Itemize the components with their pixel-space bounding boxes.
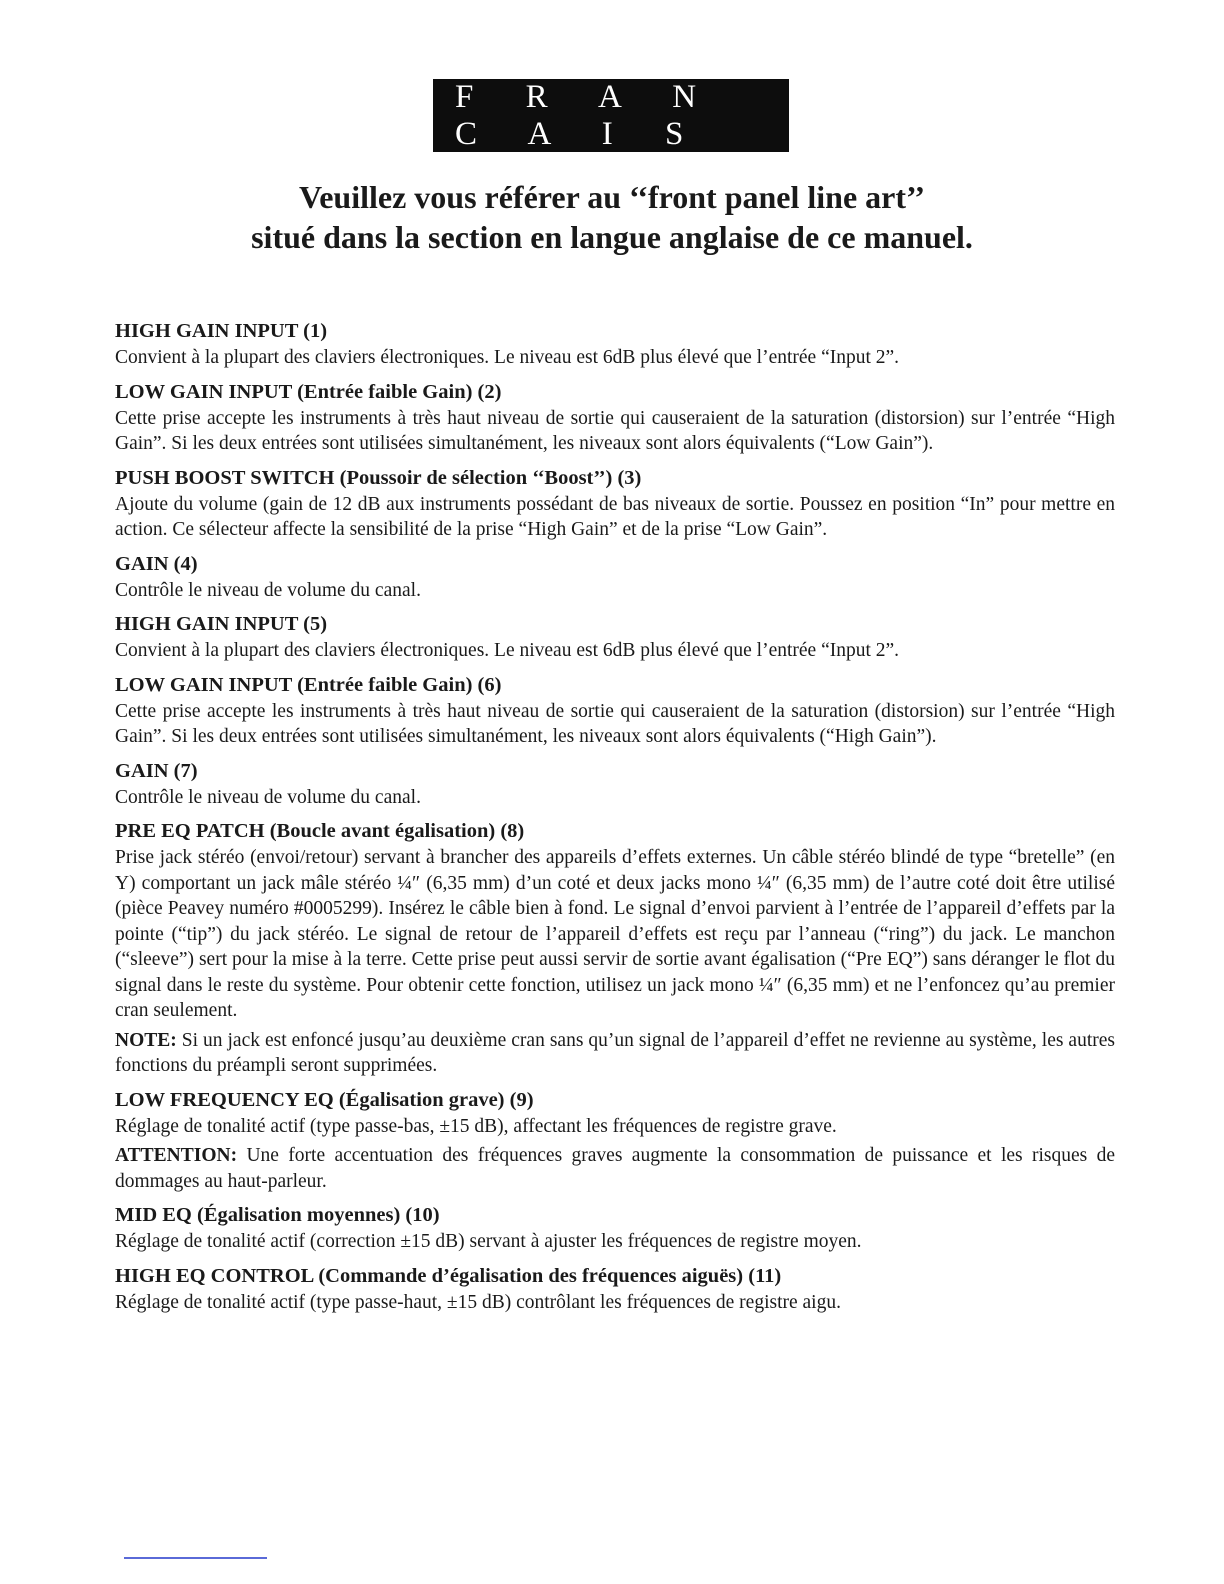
reference-note-line-1: Veuillez vous référer au ‘‘front panel line art’’ (299, 179, 925, 215)
section-gain-4 (115, 551, 1115, 604)
section-heading: PRE EQ PATCH (Boucle avant égalisation) (8) (115, 820, 525, 842)
note-label: ATTENTION: (115, 1145, 238, 1166)
reference-note (150, 177, 1074, 257)
section-note (115, 1143, 1115, 1194)
section-push-boost-switch-3 (115, 465, 1115, 543)
section-high-gain-input-5 (115, 611, 1115, 664)
section-note (115, 1028, 1115, 1079)
section-heading: LOW FREQUENCY EQ (Égalisation grave) (9) (115, 1088, 534, 1111)
section-heading: HIGH GAIN INPUT (1) (115, 320, 328, 342)
section-body: Cette prise accepte les instruments à très haut niveau de sortie qui causeraient de la saturation (distorsion) sur l’entrée “High Gain”. Si les deux entrées sont utilisées simultanément, les niveaux sont alors équivalents (“High Gain”). (115, 700, 1115, 747)
section-heading: LOW GAIN INPUT (Entrée faible Gain) (2) (115, 380, 502, 403)
reference-note-line-2: situé dans la section en langue anglaise de ce manuel. (251, 219, 973, 255)
section-body: Ajoute du volume (gain de 12 dB aux instruments possédant de bas niveaux de sortie. Poussez en position “In” pour mettre en action. Ce sélecteur affecte la sensibilité de la prise “High Gain” et de la prise “Low Gain”. (115, 493, 1115, 540)
section-pre-eq-patch-8 (115, 818, 1115, 1079)
section-high-gain-input-1 (115, 318, 1115, 371)
section-high-eq-control-11 (115, 1263, 1115, 1316)
language-banner: F R A N C A I S (433, 79, 789, 152)
section-body: Réglage de tonalité actif (type passe-haut, ±15 dB) contrôlant les fréquences de registre aigu. (115, 1291, 841, 1313)
note-label: NOTE: (115, 1029, 177, 1051)
section-mid-eq-10 (115, 1202, 1115, 1255)
section-body: Contrôle le niveau de volume du canal. (115, 579, 421, 601)
section-low-frequency-eq-9 (115, 1087, 1115, 1195)
section-body: Réglage de tonalité actif (correction ±15 dB) servant à ajuster les fréquences de registre moyen. (115, 1231, 862, 1252)
section-heading: HIGH EQ CONTROL (Commande d’égalisation des fréquences aiguës) (11) (115, 1264, 782, 1287)
section-low-gain-input-2 (115, 379, 1115, 457)
section-heading: MID EQ (Égalisation moyennes) (10) (115, 1204, 440, 1226)
section-heading: LOW GAIN INPUT (Entrée faible Gain) (6) (115, 673, 502, 696)
footer-rule (124, 1557, 267, 1559)
section-body: Cette prise accepte les instruments à très haut niveau de sortie qui causeraient de la saturation (distorsion) sur l’entrée “High Gain”. Si les deux entrées sont utilisées simultanément, les niveaux sont alors équivalents (“Low Gain”). (115, 407, 1115, 454)
section-heading: PUSH BOOST SWITCH (Poussoir de sélection ‘‘Boost’’) (3) (115, 466, 642, 489)
note-text: Une forte accentuation des fréquences graves augmente la consommation de puissance et les risques de dommages au haut-parleur. (115, 1145, 1115, 1192)
section-body: Prise jack stéréo (envoi/retour) servant à brancher des appareils d’effets externes. Un câble stéréo blindé de type “bretelle” (en Y) comportant un jack mâle stéréo ¼″ (6,35 mm) d’un coté et deux jacks mono ¼″ (6,35 mm) de l’autre coté doit être utilisé (pièce Peavey numéro #0005299). Insérez le câble bien à fond. Le signal d’envoi parvient à l’entrée de l’appareil d’effets par la pointe (“tip”) du jack stéréo. Le signal de retour de l’appareil d’effets est reçu par l’anneau (“ring”) du jack. Le manchon (“sleeve”) sert pour la mise à la terre. Cette prise peut aussi servir de sortie avant égalisation (“Pre EQ”) sans déranger le flot du signal dans le reste du système. Pour obtenir cette fonction, utilisez un jack mono ¼″ (6,35 mm) et ne l’enfoncez qu’au premier cran seulement. (115, 847, 1115, 1021)
feature-list (115, 318, 1115, 1323)
section-body: Contrôle le niveau de volume du canal. (115, 786, 421, 808)
section-gain-7 (115, 758, 1115, 811)
section-body: Réglage de tonalité actif (type passe-bas, ±15 dB), affectant les fréquences de registre grave. (115, 1115, 837, 1137)
section-heading: HIGH GAIN INPUT (5) (115, 613, 328, 635)
note-text: Si un jack est enfoncé jusqu’au deuxième cran sans qu’un signal de l’appareil d’effet ne revienne au système, les autres fonctions du préampli seront supprimées. (115, 1029, 1115, 1076)
section-body: Convient à la plupart des claviers électroniques. Le niveau est 6dB plus élevé que l’entrée “Input 2”. (115, 347, 900, 368)
section-low-gain-input-6 (115, 672, 1115, 750)
section-heading: GAIN (4) (115, 552, 198, 575)
section-heading: GAIN (7) (115, 759, 198, 782)
section-body: Convient à la plupart des claviers électroniques. Le niveau est 6dB plus élevé que l’entrée “Input 2”. (115, 640, 900, 661)
